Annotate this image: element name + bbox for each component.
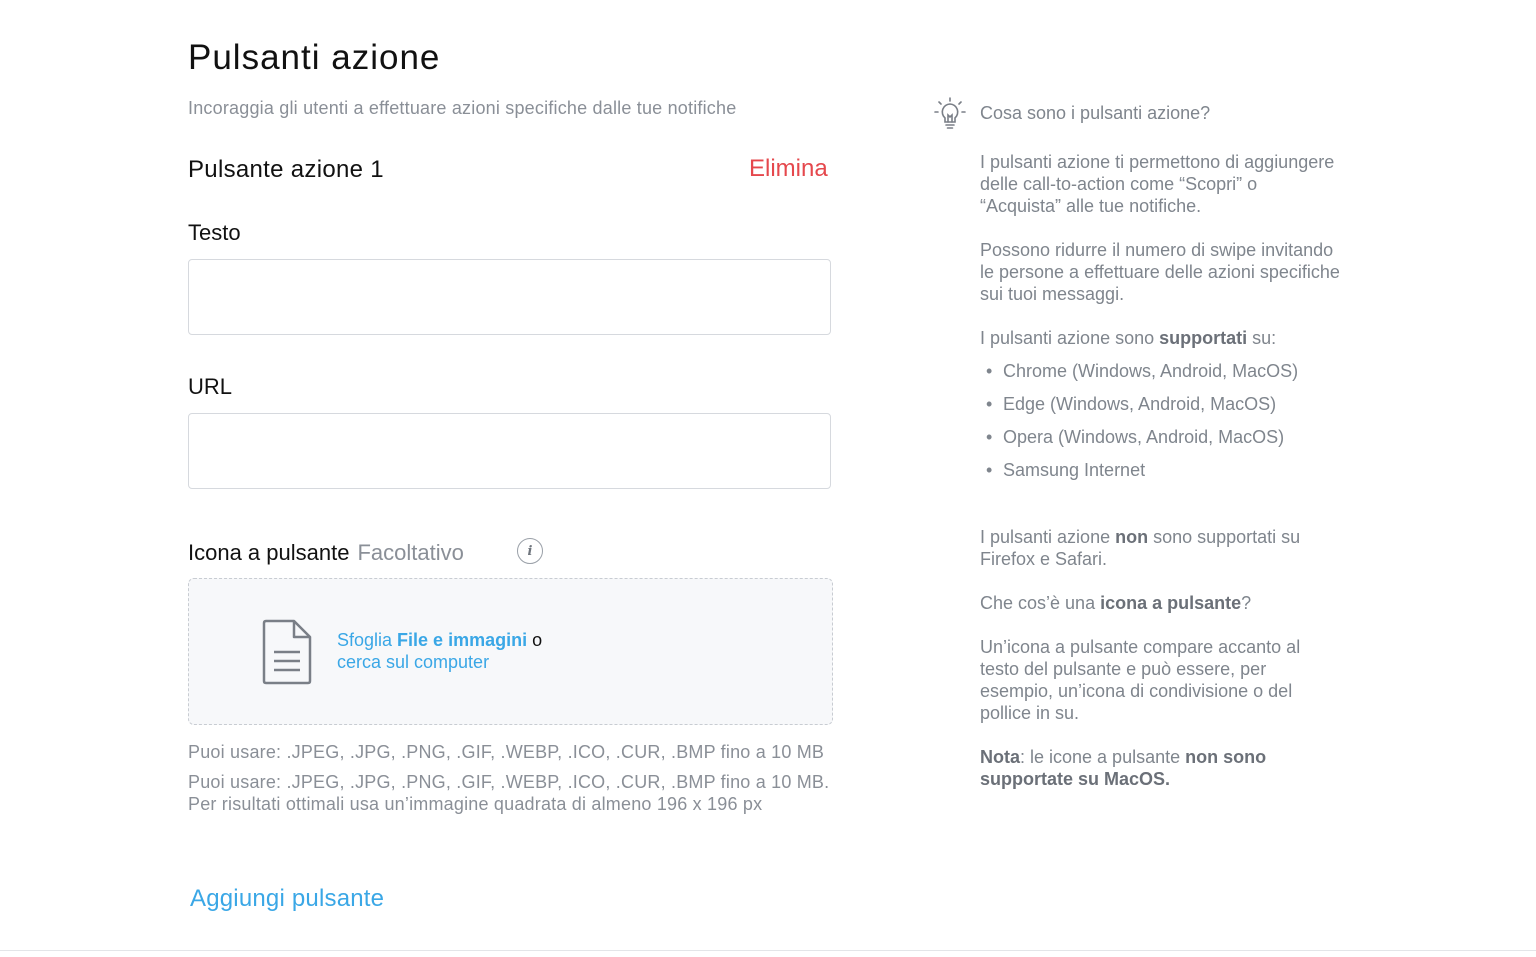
delete-button[interactable]: Elimina xyxy=(749,155,828,182)
add-button[interactable]: Aggiungi pulsante xyxy=(190,885,385,912)
list-item: • Chrome (Windows, Android, MacOS) xyxy=(980,360,1298,393)
action-button-title: Pulsante azione 1 xyxy=(188,156,384,183)
url-label: URL xyxy=(188,374,233,399)
side-paragraph-6: Un’icona a pulsante compare accanto al testo del pulsante e può essere, per esempio, un’icona di condivisione o del pollice in su. xyxy=(980,637,1301,723)
dropzone-text xyxy=(337,629,542,673)
divider xyxy=(0,950,1536,951)
list-item: • Samsung Internet xyxy=(980,459,1298,492)
format-hint: Puoi usare: .JPEG, .JPG, .PNG, .GIF, .WEBP, .ICO, .CUR, .BMP fino a 10 MB xyxy=(188,742,825,762)
lightbulb-icon xyxy=(934,97,966,131)
button-icon-label-text: Icona a pulsante xyxy=(188,540,350,565)
side-panel-question: Cosa sono i pulsanti azione? xyxy=(980,103,1211,123)
side-paragraph-1: I pulsanti azione ti permettono di aggiungere delle call-to-action come “Scopri” o “Acquista” alle tue notifiche. xyxy=(980,152,1335,216)
url-input[interactable] xyxy=(188,413,831,489)
optional-label: Facoltativo xyxy=(357,540,464,565)
list-item: • Edge (Windows, Android, MacOS) xyxy=(980,393,1298,426)
text-input[interactable] xyxy=(188,259,831,335)
side-paragraph-4: I pulsanti azione non sono supportati su Firefox e Safari. xyxy=(980,527,1301,569)
side-paragraph-3: I pulsanti azione sono supportati su: xyxy=(980,328,1277,348)
button-icon-label xyxy=(188,540,464,566)
or-text: o xyxy=(527,630,543,650)
page-title: Pulsanti azione xyxy=(188,38,441,77)
info-icon[interactable]: i xyxy=(517,538,543,564)
format-hint-detailed: Puoi usare: .JPEG, .JPG, .PNG, .GIF, .WEBP, .ICO, .CUR, .BMP fino a 10 MB. Per risultati ottimali usa un’immagine quadrata di almeno 196 x 196 px xyxy=(188,772,830,814)
side-paragraph-2: Possono ridurre il numero di swipe invitando le persone a effettuare delle azioni specifiche sui tuoi messaggi. xyxy=(980,240,1340,304)
list-item: • Opera (Windows, Android, MacOS) xyxy=(980,426,1298,459)
browse-files-link[interactable]: Sfoglia File e immagini xyxy=(337,630,528,650)
page-subtitle: Incoraggia gli utenti a effettuare azioni specifiche dalle tue notifiche xyxy=(188,98,737,118)
search-computer-link[interactable]: cerca sul computer xyxy=(337,652,490,672)
side-paragraph-5: Che cos’è una icona a pulsante? xyxy=(980,593,1252,613)
side-note: Nota: le icone a pulsante non sono supportate su MacOS. xyxy=(980,747,1267,789)
supported-browsers-list xyxy=(980,360,1298,492)
document-icon xyxy=(262,619,312,685)
text-label: Testo xyxy=(188,220,241,245)
